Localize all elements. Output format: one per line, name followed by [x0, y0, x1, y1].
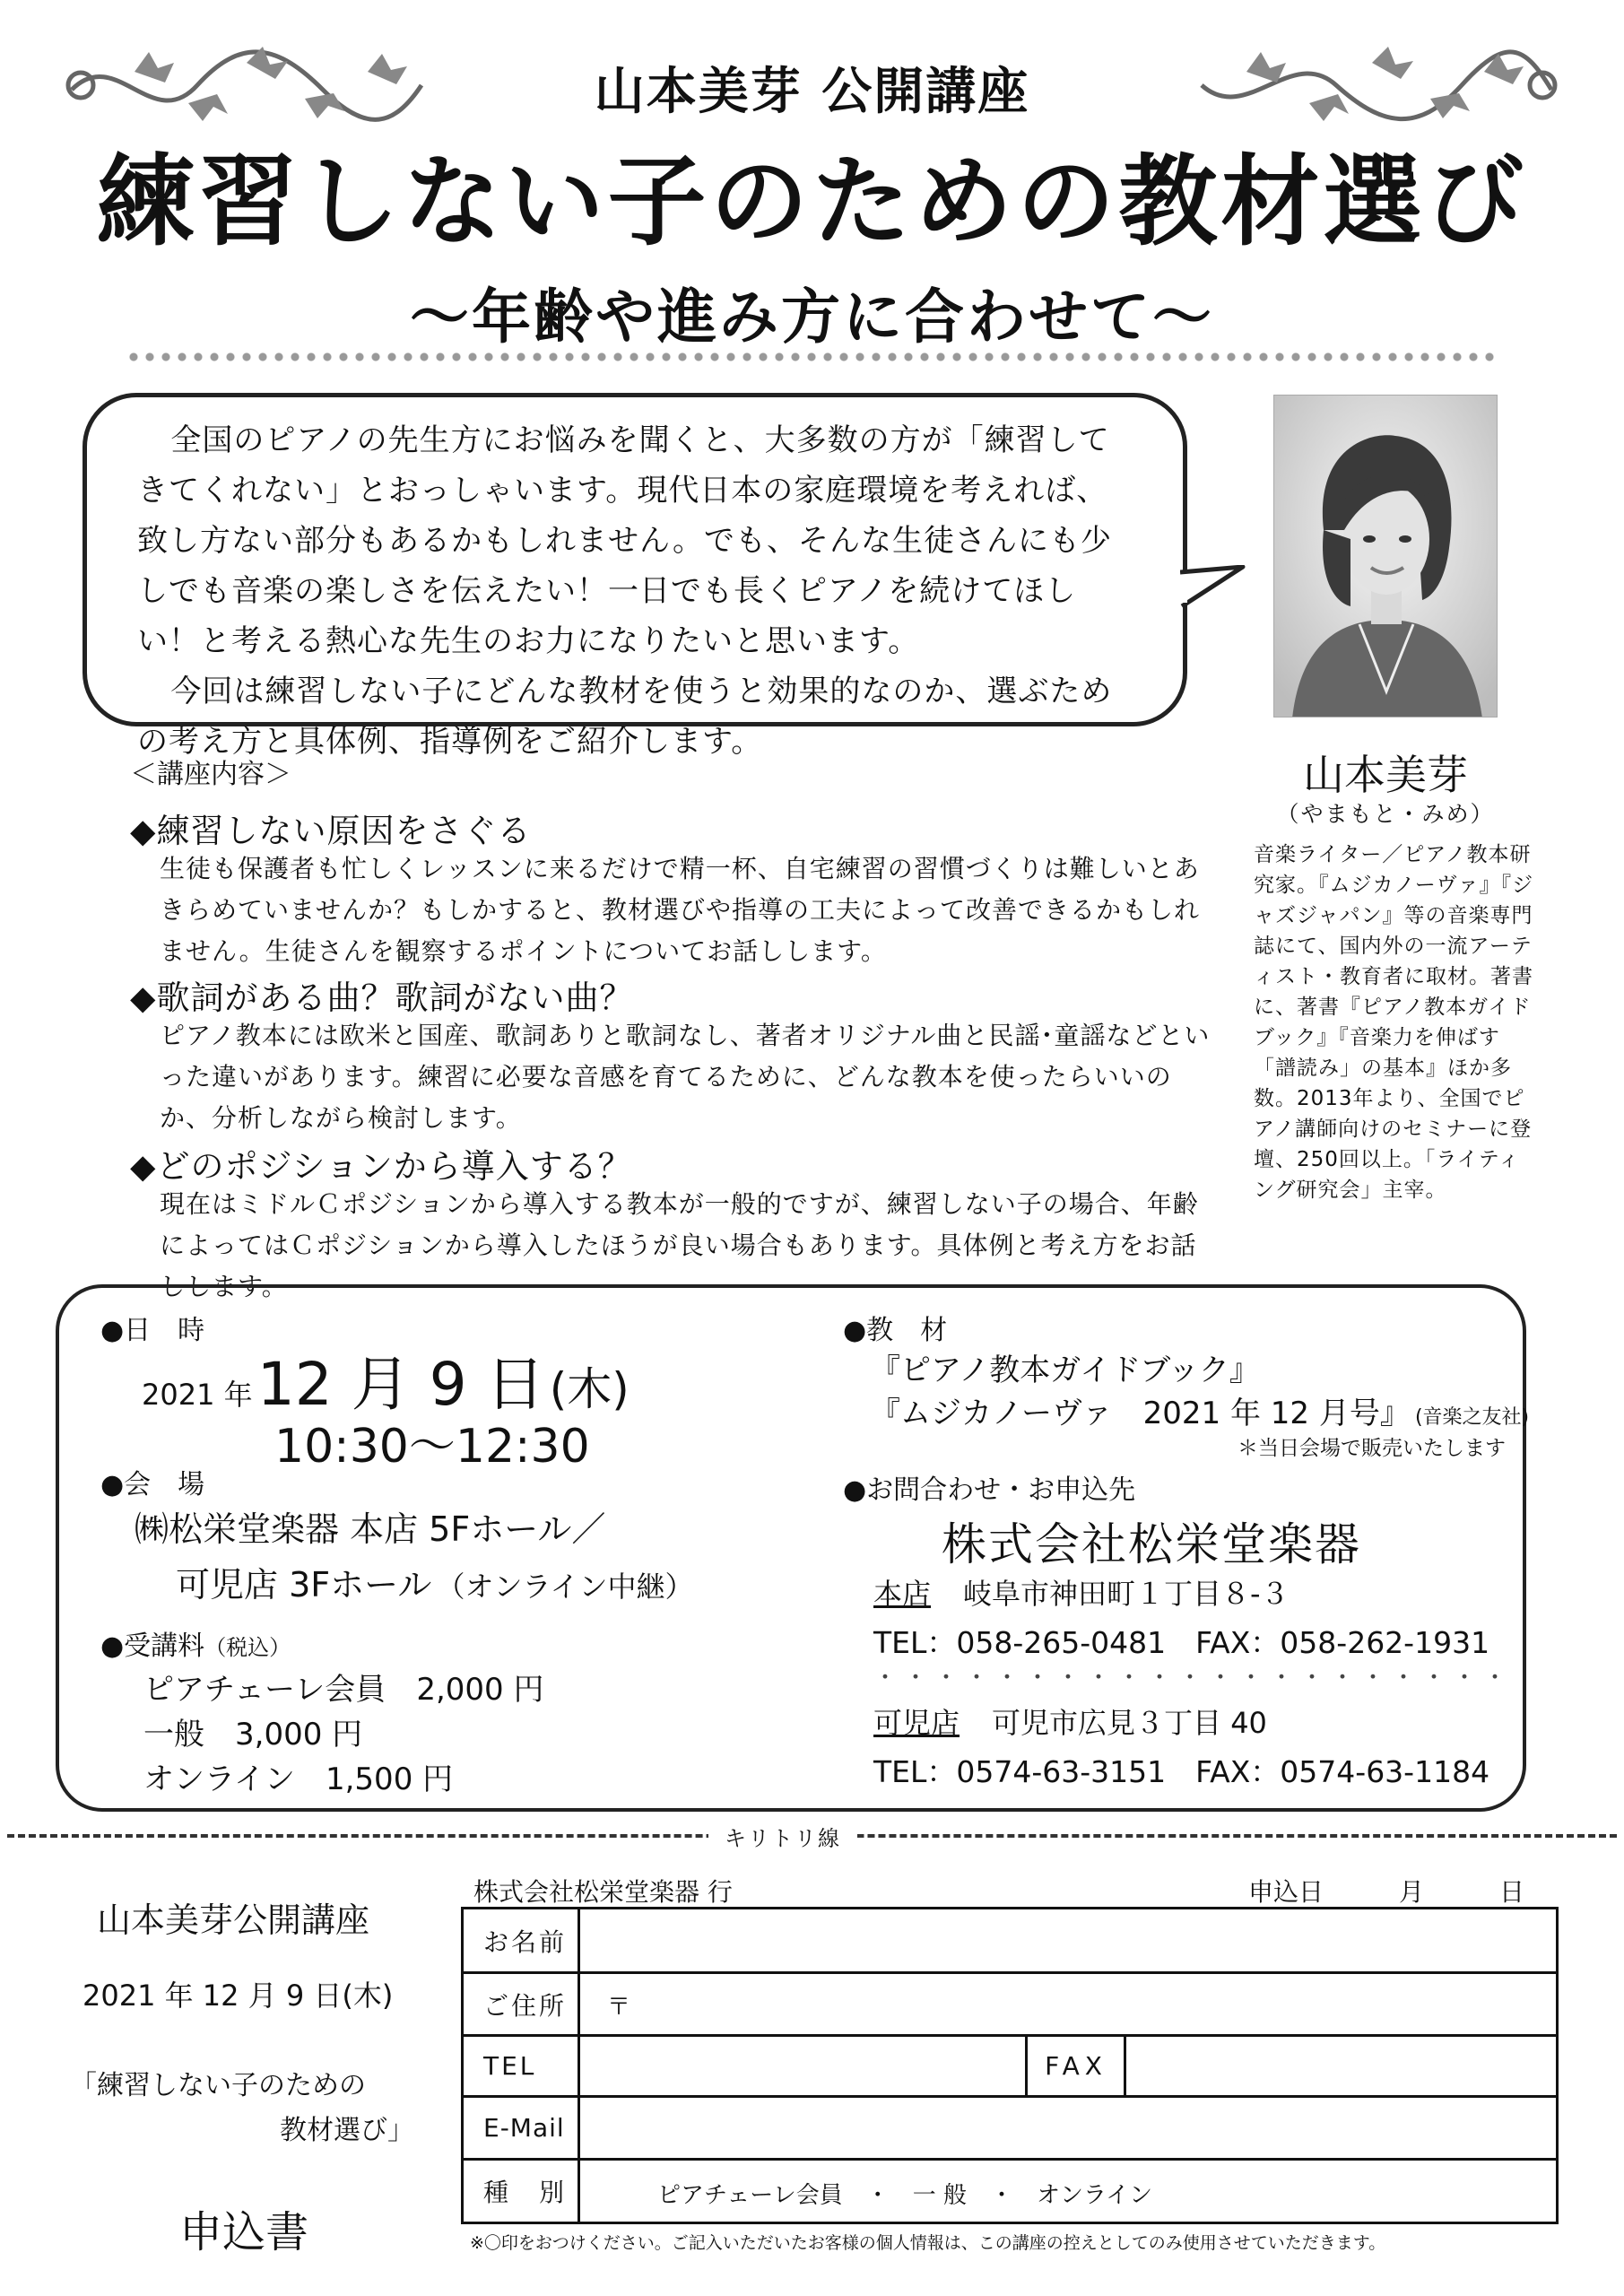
- email-field[interactable]: [580, 2098, 1556, 2158]
- application-form: [461, 1907, 1559, 2224]
- branch-main-address: 岐阜市神田町１丁目８-３: [963, 1577, 1290, 1611]
- venue-label: ●会 場: [100, 1469, 205, 1500]
- cut-line-label: キリトリ線: [708, 1821, 857, 1852]
- bubble-tail: [1180, 565, 1252, 619]
- branch-main-name: 本店: [873, 1577, 932, 1611]
- fee-row: [143, 1709, 362, 1753]
- fax-label: FAX: [1029, 2037, 1126, 2095]
- form-row-type: [464, 2161, 1556, 2222]
- profile-photo: [1273, 395, 1498, 718]
- venue-kani: 可児店 3Fホール: [176, 1565, 432, 1605]
- type-label: 種 別: [464, 2161, 580, 2222]
- type-options[interactable]: ピアチェーレ会員 ・ 一 般 ・ オンライン: [657, 2182, 1153, 2209]
- fee-name: ピアチェーレ会員: [143, 1672, 386, 1708]
- postal-mark: 〒: [607, 1994, 631, 2021]
- branch-kani-name: 可児店: [873, 1706, 960, 1740]
- intro-paragraph-2: 今回は練習しない子にどんな教材を使うと効果的なのか、選ぶための考え方と具体例、指導例をご紹介します。: [137, 674, 1113, 760]
- form-side-title-1: 「練習しない子のための: [70, 2070, 366, 2101]
- fee-tax-note: （税込）: [204, 1635, 291, 1660]
- form-row-address: [464, 1974, 1556, 2037]
- venue-line-2: [176, 1557, 694, 1606]
- form-side-date: 2021 年 12 月 9 日(木): [83, 1979, 394, 2013]
- profile-name: 山本美芽: [1303, 751, 1468, 799]
- material-note: ＊当日会場で販売いたします: [1238, 1437, 1506, 1460]
- venue-line-1: ㈱松栄堂楽器 本店 5Fホール／: [135, 1509, 606, 1549]
- material-2-publisher: (音楽之友社): [1414, 1406, 1530, 1429]
- fee-row: [143, 1754, 453, 1798]
- privacy-notice: ※〇印をおつけください。ご記入いただいたお客様の個人情報は、この講座の控えとしてのみ使用させていただきます。: [470, 2233, 1386, 2253]
- form-side-series: 山本美芽公開講座: [97, 1900, 370, 1940]
- fee-heading: [100, 1623, 291, 1663]
- section-body: ピアノ教本には欧米と国産、歌詞ありと歌詞なし、著者オリジナル曲と民謡･童謡などといった違いがあります。練習に必要な音感を育てるために、どんな教本を使ったらいいのか、分析しながら検討します。: [160, 1021, 1211, 1133]
- material-1: 『ピアノ教本ガイドブック』: [870, 1352, 1260, 1388]
- fee-row: [143, 1665, 543, 1709]
- venue-online-note: （オンライン中継）: [436, 1570, 694, 1604]
- section-title: ◆歌詞がある曲？歌詞がない曲？: [130, 978, 634, 1017]
- branch-main: [873, 1571, 1290, 1613]
- profile-reading: （やまもと・みめ）: [1276, 801, 1495, 827]
- event-day: 12 月 9 日: [256, 1350, 545, 1419]
- tel-label: TEL: [464, 2037, 580, 2095]
- fax-field[interactable]: [1127, 2037, 1556, 2095]
- material-2: 『ムジカノーヴァ 2021 年 12 月号』: [870, 1396, 1411, 1431]
- fee-label: ●受講料: [100, 1631, 205, 1662]
- fee-name: 一般: [143, 1717, 204, 1752]
- fee-name: オンライン: [143, 1761, 295, 1797]
- fee-price: 3,000 円: [235, 1717, 363, 1752]
- form-row-email: [464, 2098, 1556, 2161]
- dotted-divider: [126, 352, 1498, 362]
- event-weekday: (木): [549, 1363, 630, 1415]
- intro-speech-bubble: [83, 393, 1187, 760]
- event-year: 2021 年: [142, 1378, 253, 1412]
- address-field[interactable]: [580, 1974, 1556, 2034]
- address-label: ご住所: [464, 1974, 580, 2034]
- material-2-line: [870, 1388, 1529, 1432]
- event-time: 10:30〜12:30: [274, 1420, 590, 1474]
- email-label: E-Mail: [464, 2098, 580, 2158]
- contact-label: ●お問合わせ・お申込先: [843, 1474, 1136, 1506]
- name-label: お名前: [464, 1909, 580, 1971]
- form-recipient: 株式会社松栄堂楽器 行: [473, 1877, 733, 1907]
- form-row-name: [464, 1909, 1556, 1974]
- section-title: ◆どのポジションから導入する？: [130, 1147, 632, 1186]
- company-name: 株式会社松栄堂楽器: [942, 1518, 1361, 1570]
- branch-main-tel: TEL：058-265-0481 FAX：058-262-1931: [873, 1625, 1490, 1660]
- section-body: 現在はミドルＣポジションから導入する教本が一般的ですが、練習しない子の場合、年齢によってはＣポジションから導入したほうが良い場合もあります。具体例と考え方をお話しします。: [160, 1189, 1199, 1301]
- form-side-label: 申込書: [179, 2207, 309, 2257]
- section-title: ◆練習しない原因をさぐる: [130, 812, 532, 850]
- form-row-tel-fax: [464, 2037, 1556, 2098]
- intro-paragraph-1: 全国のピアノの先生方にお悩みを聞くと、大多数の方が「練習してきてくれない」とおっしゃいます。現代日本の家庭環境を考えれば、致し方ない部分もあるかもしれません。でも、そんな生徒さんにも少しでも音楽の楽しさを伝えたい！一日でも長くピアノを続けてほしい！と考える熱心な先生のお力になりたいと思います。: [137, 422, 1113, 659]
- fee-price: 1,500 円: [325, 1761, 454, 1797]
- main-title: 練習しない子のための教材選び: [96, 144, 1528, 259]
- section-body: 生徒も保護者も忙しくレッスンに来るだけで精一杯、自宅練習の習慣づくりは難しいとあきらめていませんか？もしかすると、教材選びや指導の工夫によって改善できるかもしれません。生徒さんを観察するポイントについてお話しします。: [160, 854, 1201, 966]
- material-label: ●教 材: [843, 1315, 948, 1346]
- tel-field[interactable]: [580, 2037, 1028, 2095]
- content-heading: ＜講座内容＞: [130, 759, 291, 790]
- name-field[interactable]: [580, 1909, 1556, 1971]
- sub-title: 〜年齢や進み方に合わせて〜: [410, 283, 1214, 352]
- form-side-title-2: 教材選び」: [280, 2115, 414, 2146]
- fee-price: 2,000 円: [416, 1672, 544, 1708]
- branch-kani: [873, 1700, 1267, 1742]
- datetime-label: ●日 時: [100, 1315, 205, 1346]
- profile-bio: 音楽ライター／ピアノ教本研究家。『ムジカノーヴァ』『ジャズジャパン』等の音楽専門誌にて、国内外の一流アーティスト・教育者に取材。著書に、著書『ピアノ教本ガイドブック』『音楽力を伸ばす「譜読み」の基本』ほか多数。2013年より、全国でピアノ講師向けのセミナーに登壇、250回以上。「ライティング研究会」主宰。: [1254, 843, 1534, 1202]
- branch-kani-tel: TEL：0574-63-3151 FAX：0574-63-1184: [873, 1754, 1490, 1789]
- series-title: 山本美芽 公開講座: [594, 63, 1030, 121]
- dotted-separator: ・・・・・・・・・・・・・・・・・・・・・: [873, 1665, 1515, 1692]
- branch-kani-address: 可児市広見３丁目 40: [992, 1706, 1267, 1740]
- form-apply-date: 申込日 月 日: [1248, 1877, 1525, 1907]
